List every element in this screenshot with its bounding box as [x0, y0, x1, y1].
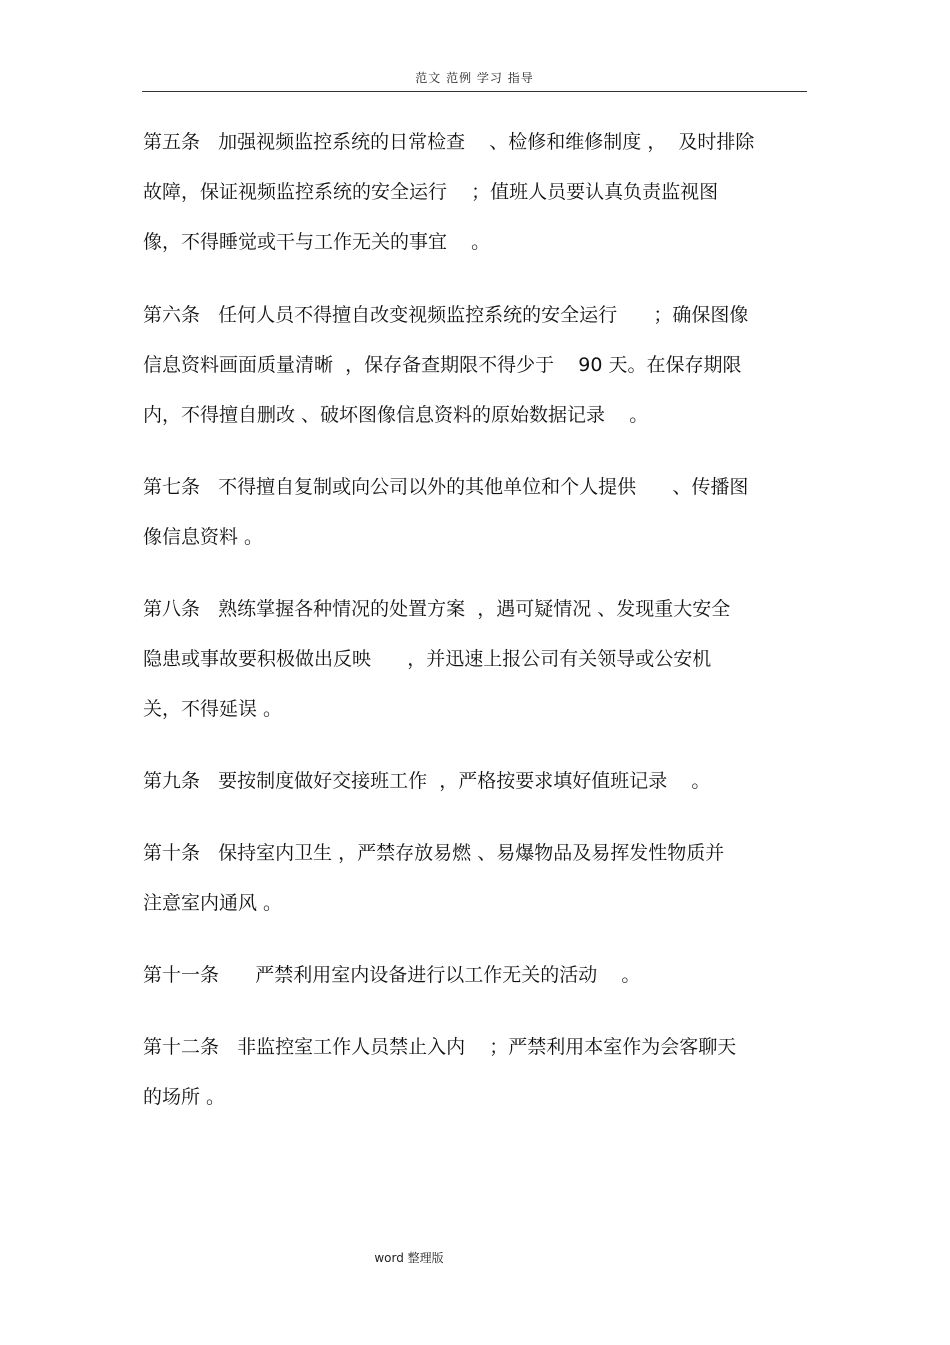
- text-line: 第十二条 非监控室工作人员禁止入内 ；严禁利用本室作为会客聊天: [143, 1036, 737, 1058]
- text-line: 第九条 要按制度做好交接班工作 ，严格按要求填好值班记录 。: [143, 770, 711, 792]
- text-line: 故障，保证视频监控系统的安全运行 ；值班人员要认真负责监视图: [143, 181, 719, 203]
- text-line: 注意室内通风 。: [143, 892, 283, 914]
- page-footer: [0, 1250, 950, 1266]
- text-line: 第八条 熟练掌握各种情况的处置方案 ，遇可疑情况 、发现重大安全: [143, 598, 731, 620]
- text-line: 第五条 加强视频监控系统的日常检查 、检修和维修制度 ， 及时排除: [143, 131, 755, 153]
- text-line: 第十一条 严禁利用室内设备进行以工作无关的活动 。: [143, 964, 641, 986]
- text-line: 内，不得擅自删改 、破坏图像信息资料的原始数据记录 。: [143, 404, 649, 426]
- text-line: 信息资料画面质量清晰 ，保存备查期限不得少于 90 天。在保存期限: [143, 354, 742, 376]
- header-text: 范文 范例 学习 指导: [415, 71, 534, 85]
- text-line: 关，不得延误 。: [143, 698, 283, 720]
- page-header: [142, 70, 807, 92]
- text-line: 像信息资料 。: [143, 526, 264, 548]
- text-line: 的场所 。: [143, 1086, 226, 1108]
- text-line: 第七条 不得擅自复制或向公司以外的其他单位和个人提供 、传播图: [143, 476, 749, 498]
- text-line: 第六条 任何人员不得擅自改变视频监控系统的安全运行 ；确保图像: [143, 304, 749, 326]
- text-line: 像，不得睡觉或干与工作无关的事宜 。: [143, 231, 491, 253]
- footer-text: word 整理版: [374, 1251, 444, 1265]
- text-line: 第十条 保持室内卫生 ，严禁存放易燃 、易爆物品及易挥发性物质并: [143, 842, 725, 864]
- text-line: 隐患或事故要积极做出反映 ，并迅速上报公司有关领导或公安机: [143, 648, 712, 670]
